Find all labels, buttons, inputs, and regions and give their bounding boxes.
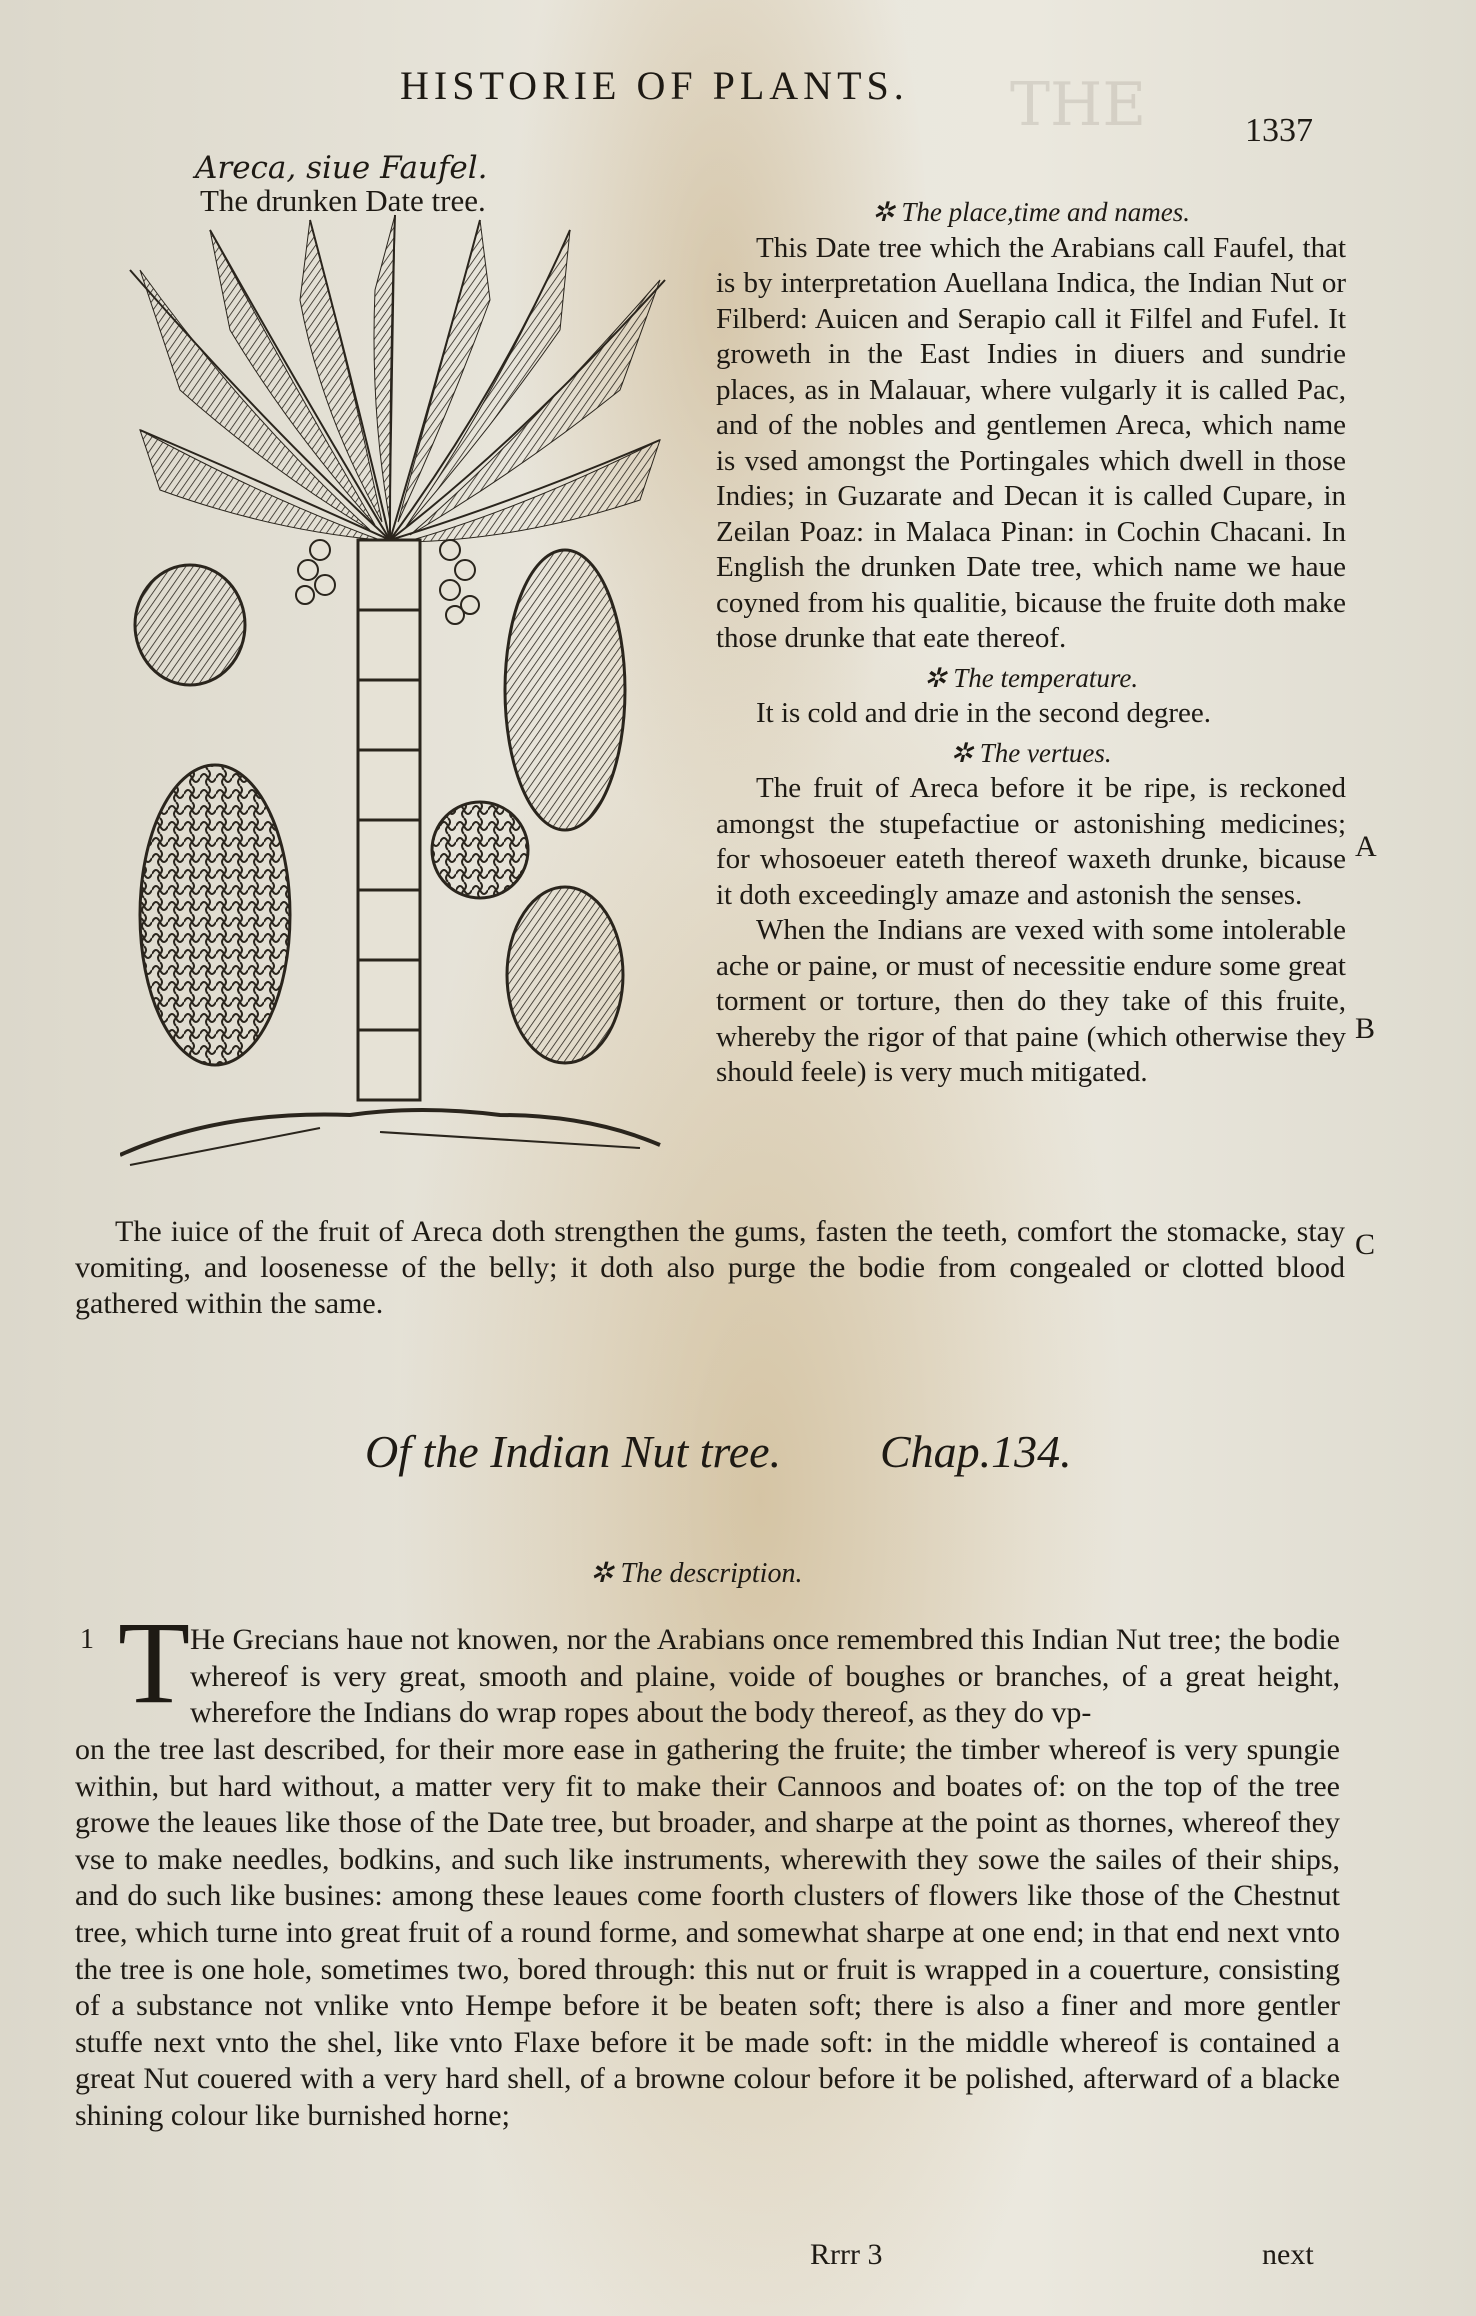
fruit-round-middle [432,802,528,898]
fruit-top-left [135,565,245,685]
figure-caption-latin: Areca, siue Faufel. [195,150,488,186]
section-heading-temperature: ✲ The temperature. [923,662,1139,693]
fruit-large-right [505,550,625,830]
description-opening: He Grecians haue not knowen, nor the Arabians once remembred this Indian Nut tree; the bodie whereof is very great, smooth and plaine, voide of boughes or branches, of a great height, wherefore the Indians do wrap ropes about the body thereof, as they do vp- [190,1623,1340,1730]
margin-letter-b: B [1355,1012,1376,1045]
drop-cap: T [118,1597,191,1728]
chapter-number: Chap.134. [880,1426,1072,1477]
item-number: 1 [80,1624,94,1655]
chapter-title: Of the Indian Nut tree. [365,1426,782,1477]
paragraph-vertue-c: The iuice of the fruit of Areca doth strengthen the gums, fasten the teeth, comfort the stomacke, stay vomiting, and loosenesse of the belly; it doth also purge the bodie from congealed or clotted blood gathered within the same. [75,1215,1345,1320]
signature-mark: Rrrr 3 [810,2238,883,2271]
section-heading-place: ✲ The place,time and names. [871,197,1191,227]
fruit-large-left [140,765,290,1065]
frond-leaflets [140,215,660,542]
margin-letter-a: A [1355,830,1377,863]
paragraph-vertue-a: The fruit of Areca before it be ripe, is reckoned amongst the stupefactiue or astonishing medicines; for whosoeuer eateth thereof waxeth drunke, bicause it doth exceedingly amaze and astonish the senses. [716,772,1346,911]
description-body: on the tree last described, for their more ease in gathering the fruite; the timber whereof is very spungie within, but hard without, a matter very fit to make their Cannoos and boates of: on the top of the tree growe the leaues like those of the Date tree, but broader, and sharpe at the point as thornes, whereof they vse to make needles, bodkins, and such like instruments, wherewith they sowe the sailes of their ships, and do such like busines: among these leaues come foorth clusters of flowers like those of the Chestnut tree, which turne into great fruit of a round forme, and somewhat sharpe at one end; in that end next vnto the tree is one hole, sometimes two, bored through: this nut or fruit is wrapped in a couerture, consisting of a substance not vnlike vnto Hempe before it be beaten soft; there is also a finer and more gentler stuffe next vnto the shel, like vnto Flaxe before it be made soft: in the middle whereof is contained a great Nut couered with a very hard shell, of a browne colour before it be polished, afterward of a blacke shining colour like burnished horne; [75,1733,1340,2132]
section-heading-description: ✲ The description. [590,1558,803,1589]
figure-caption-english: The drunken Date tree. [200,183,486,218]
woodcut-illustration [120,210,680,1170]
fruit-bottom-right [507,887,623,1063]
paragraph-vertue-b: When the Indians are vexed with some intolerable ache or paine, or must of necessitie endure some great torment or torture, then do they take of this fruite, whereby the rigor of that paine (which otherwise they should feele) is very much mitigated. [716,914,1346,1088]
catchword: next [1262,2238,1314,2271]
page-number: 1337 [1245,112,1313,149]
section-heading-vertues: ✲ The vertues. [950,737,1112,768]
margin-letter-c: C [1355,1228,1376,1261]
show-through: THE [1010,70,1147,140]
paragraph-place: This Date tree which the Arabians call Faufel, that is by interpretation Auellana Indica, the Indian Nut or Filberd: Auicen and Serapio call it Filfel and Fufel. It groweth in the East Indies in diuers and sundrie places, as in Malauar, where vulgarly it is called Pac, and of the nobles and gentlemen Areca, which name is vsed amongst the Portingales which dwell in those Indies; in Guzarate and Decan it is called Cupare, in Zeilan Poaz: in Malaca Pinan: in Cochin Chacani. In English the drunken Date tree, which name we haue coyned from his qualitie, bicause the fruite doth make those drunke that eate thereof. [716,231,1346,654]
paragraph-temperature: It is cold and drie in the second degree. [756,697,1211,729]
right-column [716,195,1346,1091]
running-header: HISTORIE OF PLANTS. [400,63,909,108]
